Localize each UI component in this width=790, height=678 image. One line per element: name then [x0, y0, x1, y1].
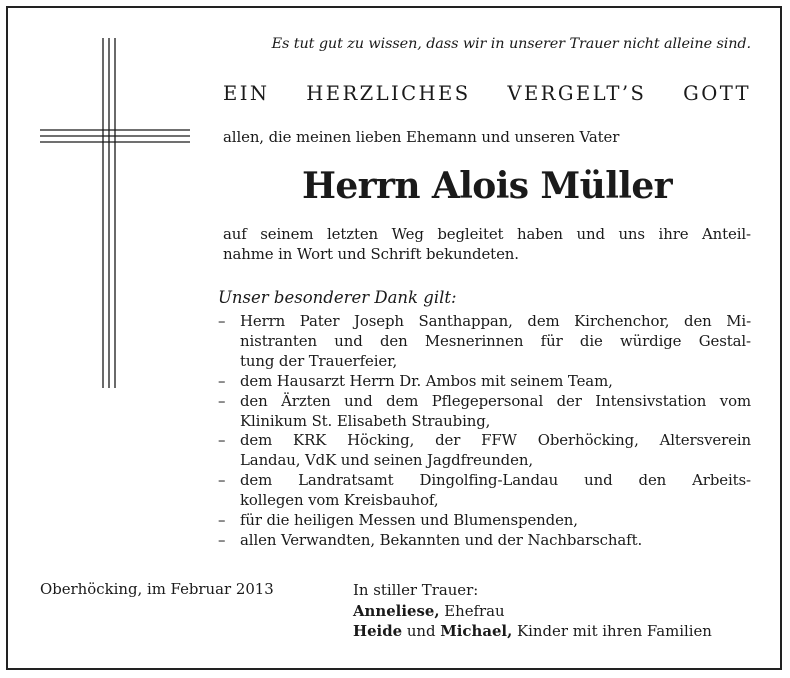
list-item: [218, 531, 751, 551]
list-dash: –: [218, 391, 226, 410]
children-role: Kinder mit ihren Familien: [517, 622, 712, 640]
thanks-list: [218, 312, 751, 551]
list-item-line: dem Hausarzt Herrn Dr. Ambos mit seinem Team,: [240, 371, 613, 390]
list-item: [218, 312, 751, 372]
wife-role: Ehefrau: [444, 601, 505, 620]
list-item: [218, 471, 751, 511]
list-dash: –: [218, 431, 226, 450]
signature-line: [353, 621, 712, 642]
list-dash: –: [218, 511, 226, 530]
list-item: [218, 431, 751, 471]
list-item-line: Herrn Pater Joseph Santhappan, dem Kirchenchor, den Mi-: [240, 312, 751, 330]
special-thanks-heading: Unser besonderer Dank gilt:: [218, 288, 457, 307]
wife-name: Anneliese,: [353, 601, 440, 620]
thanks-paragraph: [223, 224, 751, 264]
intro-text: allen, die meinen lieben Ehemann und unseren Vater: [223, 128, 620, 146]
list-item-line: nistranten und den Mesnerinnen für die würdige Gestal-: [240, 331, 751, 350]
child-name: Heide: [353, 622, 403, 640]
list-item: [218, 372, 751, 392]
signature-line: [353, 601, 712, 622]
list-item-line: dem KRK Höcking, der FFW Oberhöcking, Altersverein: [240, 431, 751, 450]
conjunction: und: [406, 622, 436, 640]
list-item-line: Klinikum St. Elisabeth Straubing,: [240, 411, 491, 430]
list-item-line: kollegen vom Kreisbauhof,: [240, 491, 439, 510]
list-dash: –: [218, 471, 226, 490]
list-item-line: für die heiligen Messen und Blumenspenden,: [240, 511, 578, 530]
list-item-line: allen Verwandten, Bekannten und der Nachbarschaft.: [240, 530, 643, 549]
list-dash: –: [218, 530, 226, 549]
deceased-name: Herrn Alois Müller: [301, 165, 673, 207]
thanks-line: auf seinem letzten Weg begleitet haben und uns ihre Anteil-: [223, 225, 751, 243]
signature-block: [353, 580, 712, 642]
list-item: [218, 511, 751, 531]
list-dash: –: [218, 371, 226, 390]
motto: Es tut gut zu wissen, dass wir in unserer Trauer nicht alleine sind.: [271, 36, 751, 52]
list-item-line: dem Landratsamt Dingolfing-Landau und den Arbeits-: [240, 471, 751, 490]
list-item-line: den Ärzten und dem Pflegepersonal der Intensivstation vom: [240, 391, 751, 410]
cross-icon: [40, 38, 190, 388]
list-item: [218, 392, 751, 432]
child-name: Michael,: [440, 622, 513, 640]
heading: EIN HERZLICHES VERGELT’S GOTT: [223, 82, 751, 105]
place-date: Oberhöcking, im Februar 2013: [40, 580, 274, 598]
signature-line: In stiller Trauer:: [353, 581, 479, 599]
thanks-line: nahme in Wort und Schrift bekundeten.: [223, 245, 519, 263]
list-dash: –: [218, 312, 226, 330]
list-item-line: tung der Trauerfeier,: [240, 351, 398, 370]
list-item-line: Landau, VdK und seinen Jagdfreunden,: [240, 451, 533, 470]
